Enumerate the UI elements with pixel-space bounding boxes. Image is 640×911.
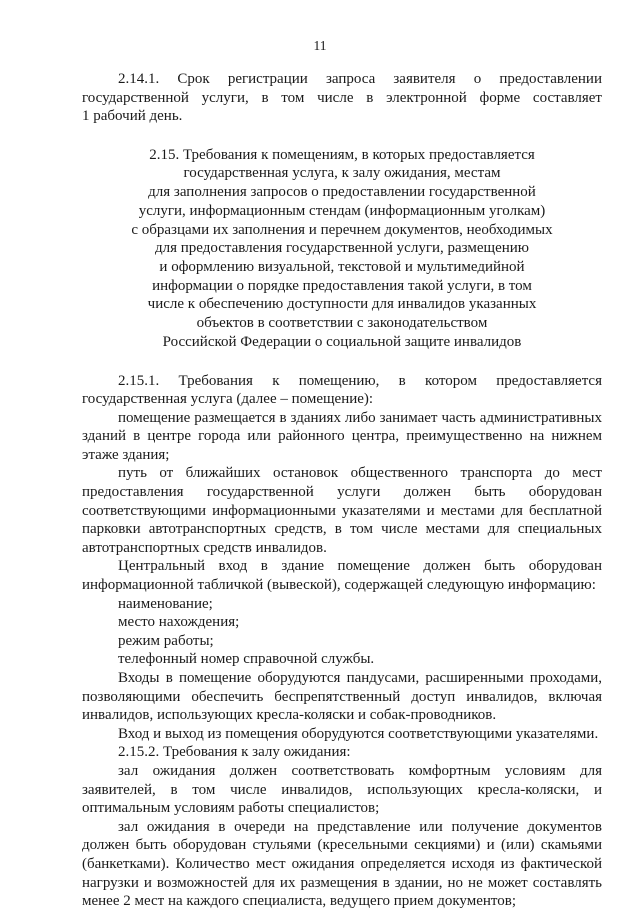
- text-line: должен быть оборудован стульями (кресельными секциями) и (или) скамьями: [82, 837, 602, 854]
- text-line: Входы в помещение оборудуются пандусами, расширенными проходами,: [118, 670, 602, 687]
- text-line: 2.15.1. Требования к помещению, в котором предоставляется: [118, 372, 602, 389]
- text-line: зданий в центре города или районного центра, преимущественно на нижнем: [82, 428, 602, 445]
- text-line: Центральный вход в здание помещение должен быть оборудован: [118, 558, 602, 575]
- document-body: [82, 70, 602, 911]
- text-line: 2.15.2. Требования к залу ожидания:: [118, 744, 351, 761]
- text-line: Вход и выход из помещения оборудуются соответствующими указателями.: [118, 725, 599, 742]
- text-line: зал ожидания в очереди на представление или получение документов: [118, 818, 602, 835]
- heading-line: 2.15. Требования к помещениям, в которых предоставляется: [149, 146, 535, 163]
- list-item: наименование;: [118, 595, 213, 612]
- heading-line: числе к обеспечению доступности для инвалидов указанных: [147, 296, 537, 313]
- paragraph-waiting-hall: [82, 762, 602, 818]
- list-item: режим работы;: [118, 632, 214, 649]
- text-line: позволяющими обеспечить беспрепятственный доступ инвалидов, включая: [82, 688, 602, 705]
- paragraph-access-path: [82, 464, 602, 557]
- paragraph-2-15-1: [82, 372, 602, 409]
- heading-line: для предоставления государственной услуги, размещению: [154, 240, 529, 257]
- text-line: этаже здания;: [82, 446, 170, 463]
- text-line: менее 2 мест на каждого специалиста, ведущего прием документов;: [82, 893, 516, 910]
- text-line: предоставления государственной услуги должен быть оборудован: [82, 484, 602, 501]
- paragraph-queue-seating: [82, 818, 602, 911]
- section-heading-2-15: [82, 146, 602, 352]
- heading-line: с образцами их заполнения и перечнем документов, необходимых: [131, 221, 553, 238]
- paragraph-room-location: [82, 409, 602, 465]
- text-line: государственной услуги, в том числе в электронной форме составляет: [82, 89, 602, 106]
- text-line: автотранспортных средств инвалидов.: [82, 539, 327, 556]
- heading-line: и оформлению визуальной, текстовой и мультимедийной: [159, 259, 525, 275]
- text-line: заявителей, в том числе инвалидов, использующих кресла-коляски, и: [82, 781, 602, 798]
- heading-line: государственная услуга, к залу ожидания, местам: [183, 165, 501, 182]
- text-line: информационной табличкой (вывеской), содержащей следующую информацию:: [82, 577, 596, 594]
- text-line: помещение размещается в зданиях либо занимает часть административных: [118, 409, 602, 426]
- paragraph-ramps: [82, 669, 602, 725]
- paragraph-exit-signs: [82, 725, 602, 744]
- paragraph-entrance-sign: [82, 557, 602, 594]
- heading-line: для заполнения запросов о предоставлении государственной: [148, 184, 536, 201]
- text-line: государственная услуга (далее – помещение):: [82, 391, 374, 408]
- text-line: нагрузки и возможностей для их размещения в здании, но не может составлять: [82, 874, 602, 891]
- heading-line: объектов в соответствии с законодательством: [196, 315, 488, 332]
- text-line: парковки автотранспортных средств, в том числе местами для специальных: [82, 521, 602, 538]
- list-item: телефонный номер справочной службы.: [118, 651, 375, 668]
- list-item: место нахождения;: [118, 614, 240, 631]
- heading-line: услуги, информационным стендам (информационным уголкам): [138, 202, 546, 219]
- text-line: 1 рабочий день.: [82, 108, 183, 125]
- text-line: инвалидов, использующих кресла-коляски и собак-проводников.: [82, 707, 497, 724]
- text-line: зал ожидания должен соответствовать комфортным условиям для: [118, 762, 602, 779]
- text-line: соответствующими информационными указателями и местами для бесплатной: [82, 502, 602, 519]
- paragraph-2-14-1: [82, 70, 602, 126]
- text-line: 2.14.1. Срок регистрации запроса заявителя о предоставлении: [118, 71, 602, 87]
- page-number: 11: [313, 38, 327, 53]
- heading-line: Российской Федерации о социальной защите инвалидов: [162, 333, 522, 350]
- text-line: оптимальным условиям работы специалистов;: [82, 800, 380, 817]
- text-line: путь от ближайших остановок общественного транспорта до мест: [118, 465, 602, 482]
- sign-info-list: [82, 595, 602, 669]
- text-line: (банкетками). Количество мест ожидания определяется исходя из фактической: [82, 855, 602, 872]
- heading-line: информации о порядке предоставления такой услуги, в том: [152, 277, 532, 294]
- paragraph-2-15-2: [82, 743, 602, 762]
